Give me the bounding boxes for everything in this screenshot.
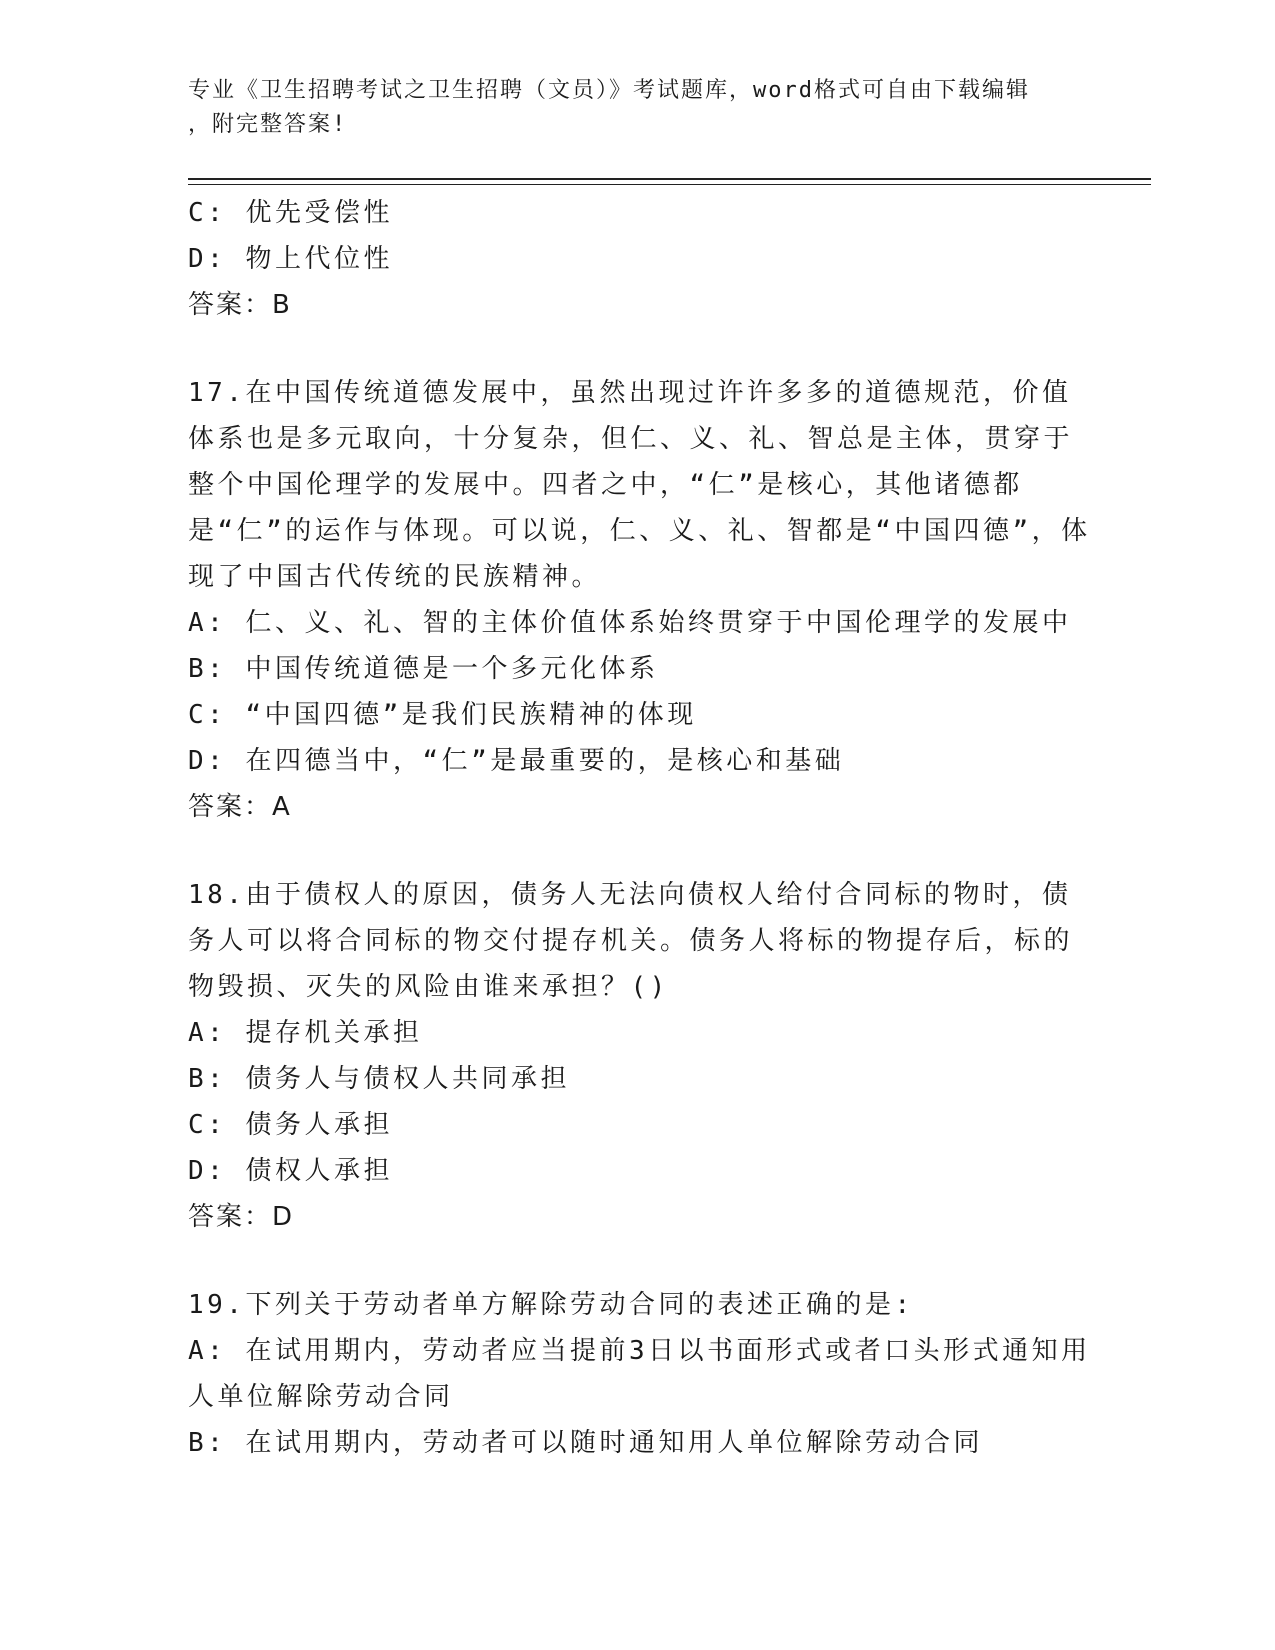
- q17-option-a: A: 仁、义、礼、智的主体价值体系始终贯穿于中国伦理学的发展中: [188, 608, 1072, 638]
- question-17: [188, 370, 1098, 830]
- q16-option-c: C: 优先受偿性: [188, 198, 393, 228]
- q17-option-b: B: 中国传统道德是一个多元化体系: [188, 654, 659, 684]
- question-19: [188, 1282, 1098, 1466]
- q18-stem: 18.由于债权人的原因，债务人无法向债权人给付合同标的物时，债务人可以将合同标的物交付提存机关。债务人将标的物提存后，标的物毁损、灭失的风险由谁来承担？(): [188, 880, 1074, 1002]
- q18-option-a: A: 提存机关承担: [188, 1018, 423, 1048]
- q17-option-c: C: “中国四德”是我们民族精神的体现: [188, 700, 697, 730]
- q19-option-a: A: 在试用期内，劳动者应当提前3日以书面形式或者口头形式通知用人单位解除劳动合同: [188, 1336, 1091, 1412]
- q17-stem: 17.在中国传统道德发展中，虽然出现过许许多多的道德规范，价值体系也是多元取向，十分复杂，但仁、义、礼、智总是主体，贯穿于整个中国伦理学的发展中。四者之中，“仁”是核心，其他诸德都是“仁”的运作与体现。可以说，仁、义、礼、智都是“中国四德”，体现了中国古代传统的民族精神。: [188, 378, 1091, 592]
- document-header: [188, 74, 1088, 142]
- q19-stem: 19.下列关于劳动者单方解除劳动合同的表述正确的是:: [188, 1290, 914, 1320]
- q17-option-d: D: 在四德当中，“仁”是最重要的，是核心和基础: [188, 746, 845, 776]
- q18-option-b: B: 债务人与债权人共同承担: [188, 1064, 570, 1094]
- question-18: [188, 872, 1098, 1240]
- q18-answer: 答案：D: [188, 1202, 295, 1232]
- q18-option-d: D: 债权人承担: [188, 1156, 393, 1186]
- q18-option-c: C: 债务人承担: [188, 1110, 393, 1140]
- question-16-tail: [188, 190, 1098, 328]
- q16-option-d: D: 物上代位性: [188, 244, 393, 274]
- header-divider-thin: [188, 184, 1151, 185]
- question-content: [188, 190, 1098, 1466]
- header-title-line-1: 专业《卫生招聘考试之卫生招聘（文员）》考试题库，word格式可自由下载编辑: [188, 78, 1030, 103]
- q16-answer: 答案：B: [188, 290, 292, 320]
- q17-answer: 答案：A: [188, 792, 292, 822]
- header-title-line-2: ，附完整答案!: [188, 112, 348, 137]
- q19-option-b: B: 在试用期内，劳动者可以随时通知用人单位解除劳动合同: [188, 1428, 983, 1458]
- header-divider-thick: [188, 178, 1151, 180]
